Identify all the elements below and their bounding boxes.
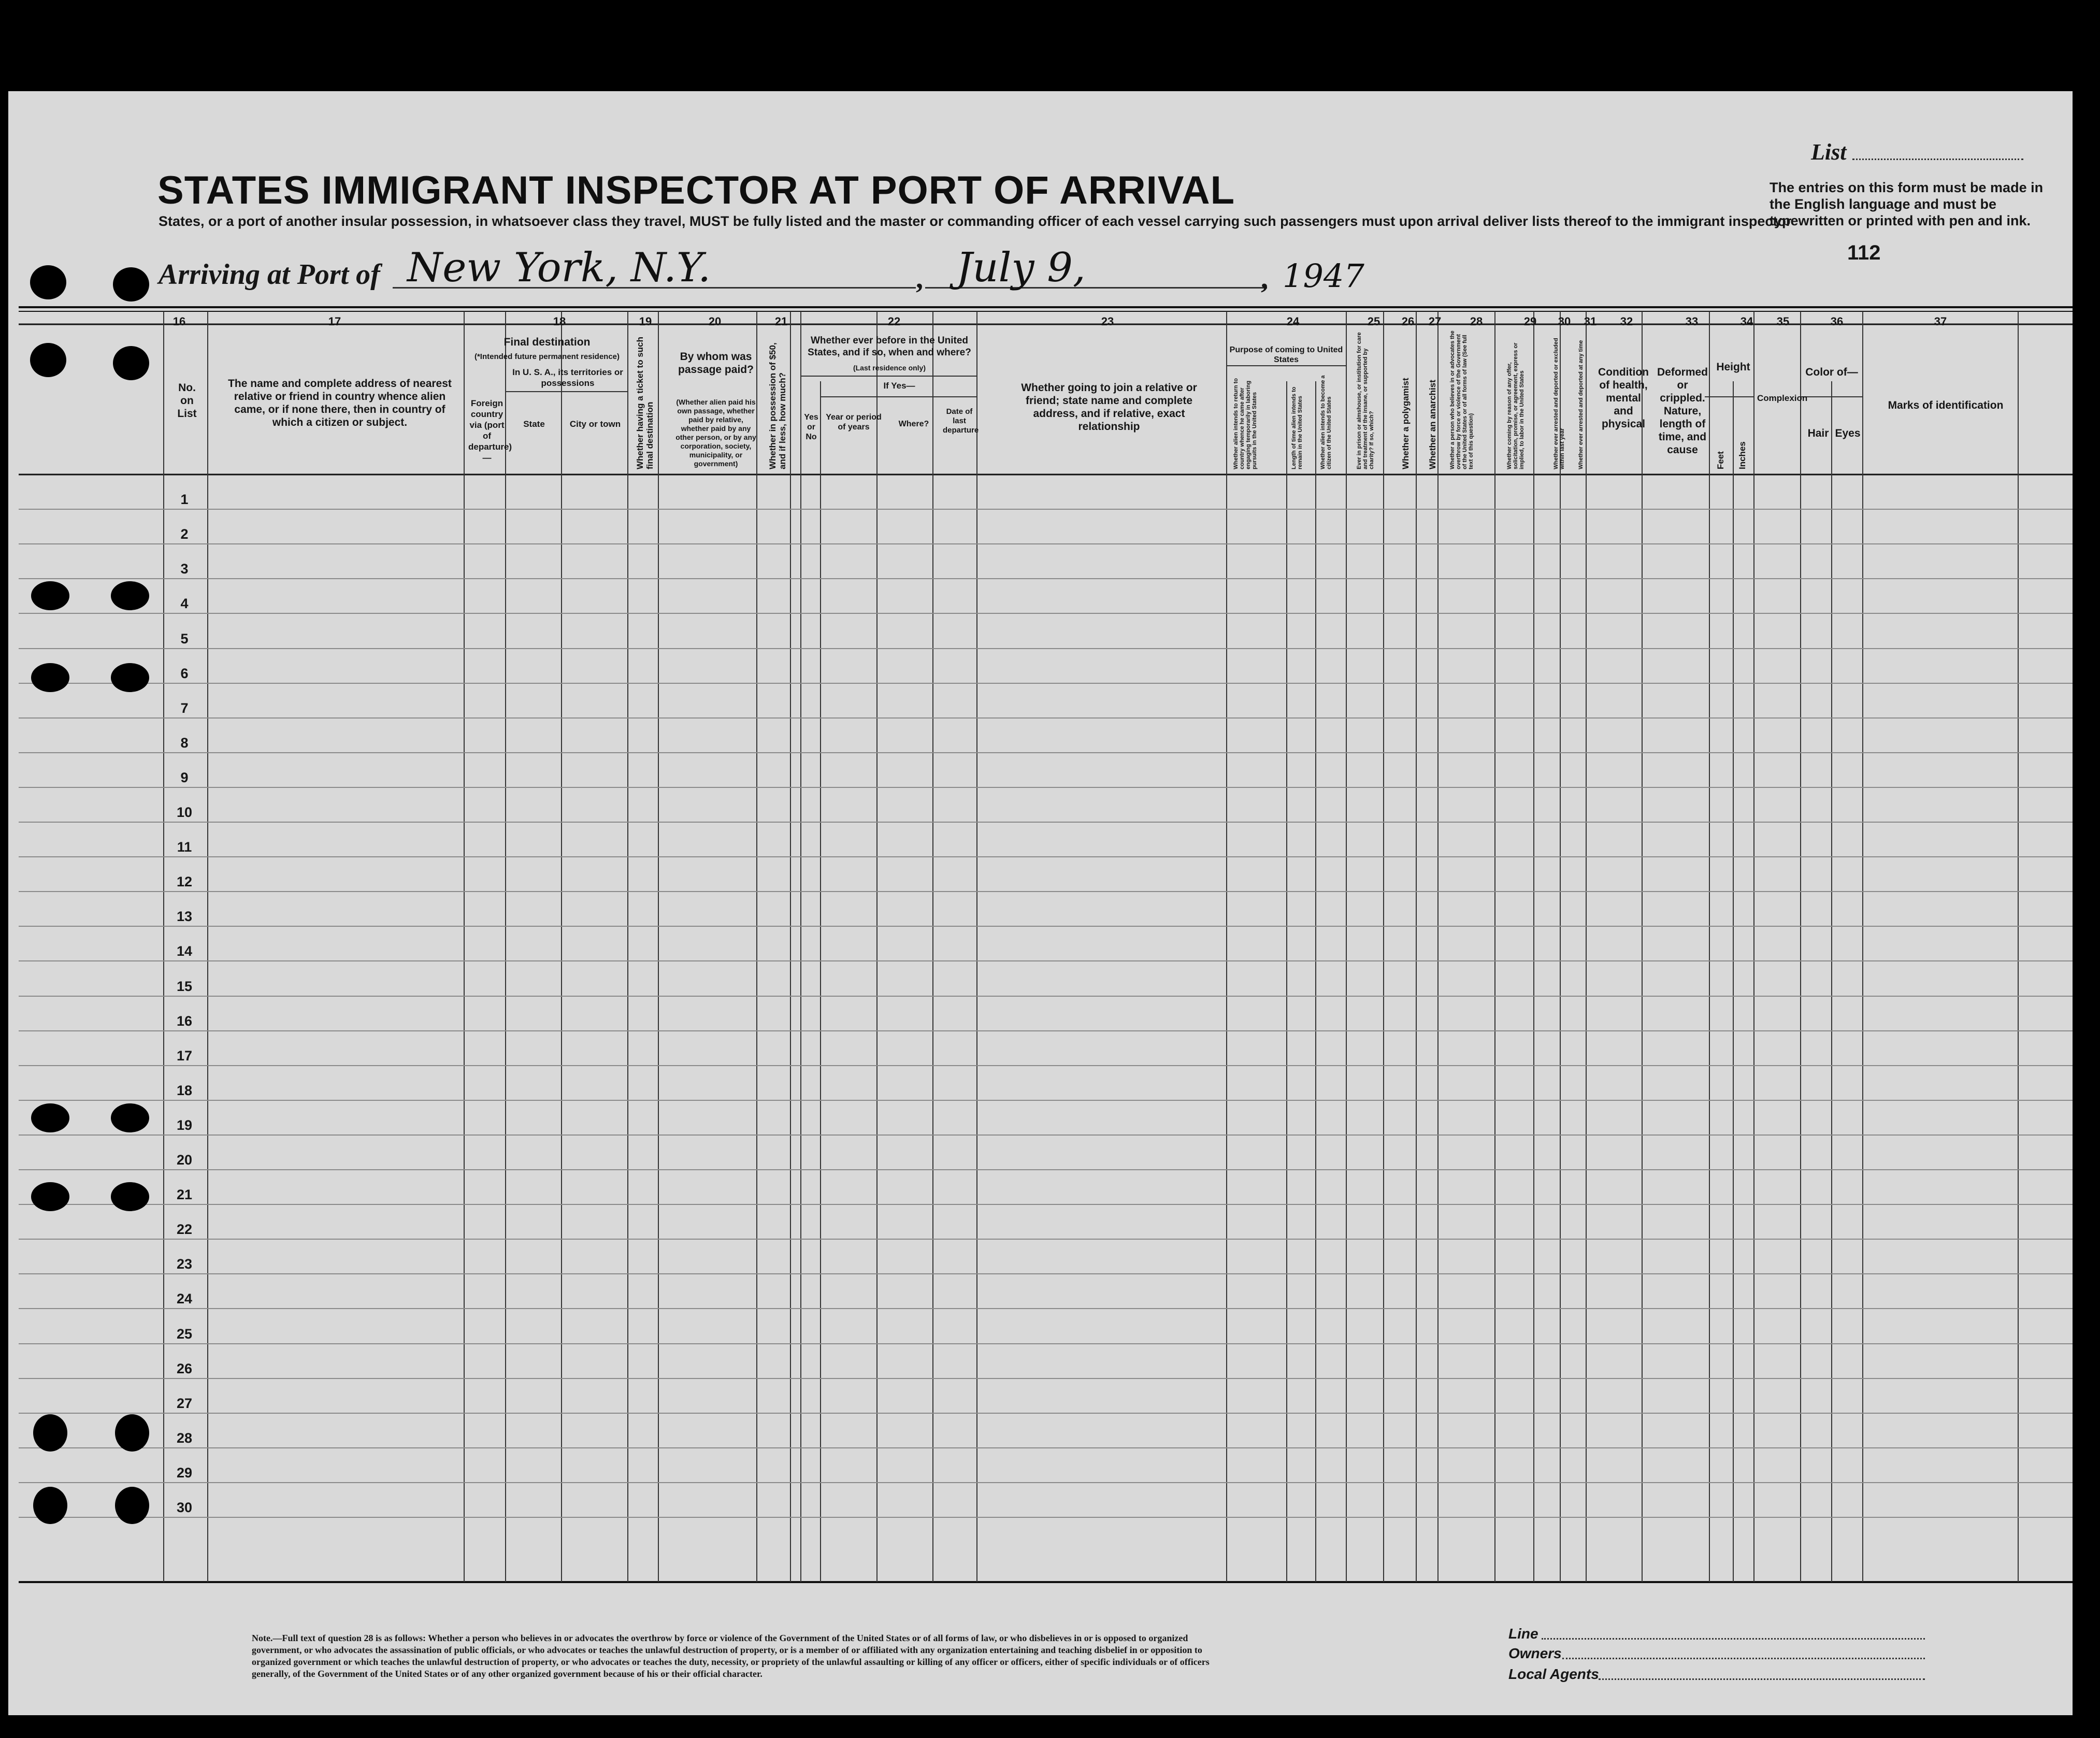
comma-2: , (1261, 263, 1268, 295)
row-number: 8 (180, 735, 189, 751)
colnum-20: 20 (708, 315, 722, 328)
colnum-22: 22 (887, 315, 901, 328)
col24-return: Whether alien intends to return to country whence he came after engaging temporarily in laboring pursuits in the United States (1233, 378, 1258, 469)
punch-hole (33, 1414, 67, 1452)
col36-header: Color of— (1805, 366, 1858, 378)
colnum-24: 24 (1286, 315, 1300, 328)
row-number: 20 (176, 1152, 193, 1168)
col25-header: Ever in prison or almshouse, or institution for care and treatment of the insane, or supported by charity? If so, which? (1356, 332, 1375, 469)
row-number: 30 (176, 1500, 193, 1515)
col22-years: Year or period of years (826, 413, 882, 432)
col34-inches: Inches (1737, 441, 1747, 469)
manifest-form (8, 91, 2073, 1715)
punch-hole (113, 267, 149, 301)
colnum-36: 36 (1830, 315, 1844, 328)
arriving-label: Arriving at Port of (159, 258, 380, 291)
col34-header: Height (1716, 361, 1750, 373)
row-number: 4 (180, 596, 189, 611)
col31-header: Whether ever arrested and deported at any time (1578, 340, 1584, 469)
punch-hole (115, 1414, 149, 1452)
row-number: 6 (180, 666, 189, 681)
colnum-31: 31 (1584, 315, 1597, 328)
punch-hole (31, 581, 69, 610)
punch-hole (31, 663, 69, 692)
row-number: 29 (176, 1465, 193, 1481)
col18-header: Final destination (504, 336, 591, 348)
row-number: 15 (176, 979, 193, 994)
col18-note: (*Intended future permanent residence) (474, 352, 620, 361)
colnum-18: 18 (553, 315, 566, 328)
agents-label: Local Agents (1508, 1666, 1599, 1682)
comma-1: , (916, 263, 923, 295)
date-handwritten: July 9, (956, 245, 1086, 291)
port-handwritten: New York, N.Y. (407, 245, 711, 291)
punch-hole (30, 265, 66, 299)
punch-hole (111, 1103, 149, 1132)
col18-city: City or town (569, 419, 621, 429)
colnum-34: 34 (1740, 315, 1753, 328)
colnum-28: 28 (1470, 315, 1483, 328)
col16-header: No. on List (177, 382, 197, 420)
colnum-21: 21 (774, 315, 788, 328)
list-label: List (1811, 139, 1847, 165)
row-number: 25 (176, 1326, 193, 1342)
line-field (1542, 1638, 1925, 1640)
col36-hair: Hair (1807, 427, 1829, 439)
col27-header: Whether an anarchist (1428, 380, 1437, 469)
col22-departure: Date of last departure (943, 407, 979, 435)
col22-yesno: Yes or No (804, 413, 818, 441)
agents-field (1599, 1678, 1925, 1680)
colnum-27: 27 (1428, 315, 1442, 328)
col18-usa: In U. S. A., its territories or possessions (512, 367, 623, 388)
punch-hole (111, 663, 149, 692)
colnum-33: 33 (1685, 315, 1699, 328)
row-number: 13 (176, 909, 193, 924)
row-number: 21 (176, 1187, 193, 1202)
row-number: 11 (177, 839, 192, 855)
colnum-26: 26 (1401, 315, 1415, 328)
colnum-32: 32 (1620, 315, 1633, 328)
owners-field (1562, 1658, 1925, 1659)
col22-header: Whether ever before in the United States, and if so, when and where? (808, 335, 971, 358)
row-number: 7 (180, 700, 189, 716)
colnum-23: 23 (1101, 315, 1114, 328)
colnum-29: 29 (1523, 315, 1537, 328)
owners-label: Owners (1508, 1645, 1562, 1661)
col30-header: Whether ever arrested and deported or excluded within last year (1553, 338, 1565, 469)
row-number: 27 (176, 1396, 193, 1411)
entries-note: The entries on this form must be made in the English language and must be typewritten or printed with pen and ink. (1770, 180, 2044, 228)
row-number: 1 (180, 492, 189, 507)
punch-hole (115, 1487, 149, 1524)
col32-header: Condition of health, mental and physical (1598, 366, 1649, 430)
punch-hole (111, 581, 149, 610)
col35-header: Complexion (1757, 393, 1808, 403)
row-number: 26 (176, 1361, 193, 1376)
col19-header: Whether having a ticket to such final destination (635, 337, 655, 469)
punch-hole (33, 1487, 67, 1524)
col33-header: Deformed or crippled. Nature, length of time, and cause (1657, 366, 1708, 456)
colnum-16: 16 (172, 315, 186, 328)
col21-header: Whether in possession of $50, and if less, how much? (768, 342, 787, 469)
row-number: 16 (176, 1013, 193, 1029)
list-number: 112 (1847, 241, 1881, 264)
col29-header: Whether coming by reason of any offer, solicitation, promise, or agreement, express or implied, to labor in the United States (1506, 342, 1525, 469)
col34-feet: Feet (1716, 451, 1725, 469)
colnum-35: 35 (1776, 315, 1790, 328)
col24-header: Purpose of coming to United States (1229, 346, 1343, 364)
row-number: 22 (176, 1222, 193, 1237)
col24-citizen: Whether alien intends to become a citizen of the United States (1320, 375, 1332, 469)
row-number: 12 (176, 874, 193, 889)
punch-hole (111, 1182, 149, 1211)
col17-header: The name and complete address of nearest relative or friend in country whence alien came, or if none there, then in country of which a citizen or subject. (228, 378, 452, 428)
col20-header: By whom was passage paid? (678, 351, 754, 376)
col26-header: Whether a polygamist (1401, 378, 1411, 469)
col37-header: Marks of identification (1888, 399, 2004, 411)
row-number: 10 (176, 805, 193, 820)
row-number: 2 (180, 526, 189, 542)
col23-header: Whether going to join a relative or friend; state name and complete address, and if relative, exact relationship (1021, 382, 1197, 433)
row-number: 5 (180, 631, 189, 647)
punch-hole (30, 343, 66, 377)
punch-hole (31, 1182, 69, 1211)
col18-state: State (523, 419, 545, 429)
punch-hole (113, 346, 149, 380)
footnote: Note.—Full text of question 28 is as follows: Whether a person who believes in or advocates the overthrow by force or violence of the Government of the United States or of all forms of law, or who disbelieves in or is opposed to organized government, or who advocates the assassination of public officials, or who advocates or teaches the unlawful destruction of property, or is a member of or affiliated with any organization entertaining and teaching disbelief in or opposition to organized government or which teaches the unlawful destruction of property, or who advocates or teaches the duty, necessity, or propriety of the unlawful assaulting or killing of any officer or officers, either of specific individuals or of officers generally, of the Government of the United States or of any other organized government because of his or their official character. (252, 1633, 1210, 1679)
col28-header: Whether a person who believes in or advocates the overthrow by force or violence of the Government of the United States or of all forms of law (See full text of this question) (1449, 331, 1474, 469)
col22-where: Where? (898, 420, 929, 428)
row-number: 17 (176, 1048, 193, 1064)
col20-note: (Whether alien paid his own passage, whether paid by relative, whether paid by any other person, or by any corporation, society, municipality, or government) (675, 398, 756, 468)
colnum-19: 19 (639, 315, 652, 328)
col22-note: (Last residence only) (853, 364, 926, 372)
row-number: 9 (180, 770, 189, 785)
line-label: Line (1508, 1626, 1538, 1642)
colnum-30: 30 (1558, 315, 1571, 328)
form-title: STATES IMMIGRANT INSPECTOR AT PORT OF ARRIVAL (157, 168, 1235, 212)
row-number: 14 (176, 943, 193, 959)
col36-eyes: Eyes (1835, 427, 1861, 439)
row-number: 24 (176, 1291, 193, 1306)
punch-hole (31, 1103, 69, 1132)
colnum-17: 17 (328, 315, 341, 328)
col18-foreign: Foreign country via (port of departure)— (468, 398, 512, 463)
colnum-37: 37 (1934, 315, 1947, 328)
row-number: 19 (176, 1117, 193, 1133)
row-number: 28 (176, 1430, 193, 1446)
table-grid (8, 91, 2073, 1715)
row-number: 18 (176, 1083, 193, 1098)
row-number: 23 (176, 1256, 193, 1272)
row-number: 3 (180, 561, 189, 577)
year-handwritten: 1947 (1283, 257, 1364, 295)
col24-length: Length of time alien intends to remain in the United States (1291, 386, 1303, 469)
colnum-25: 25 (1367, 315, 1380, 328)
col22-ifyes: If Yes— (883, 381, 915, 391)
form-subtitle: States, or a port of another insular possession, in whatsoever class they travel, MUST be fully listed and the master or commanding officer of each vessel carrying such passengers must upon arrival deliver lists thereof to the immigrant inspector (159, 213, 1792, 229)
